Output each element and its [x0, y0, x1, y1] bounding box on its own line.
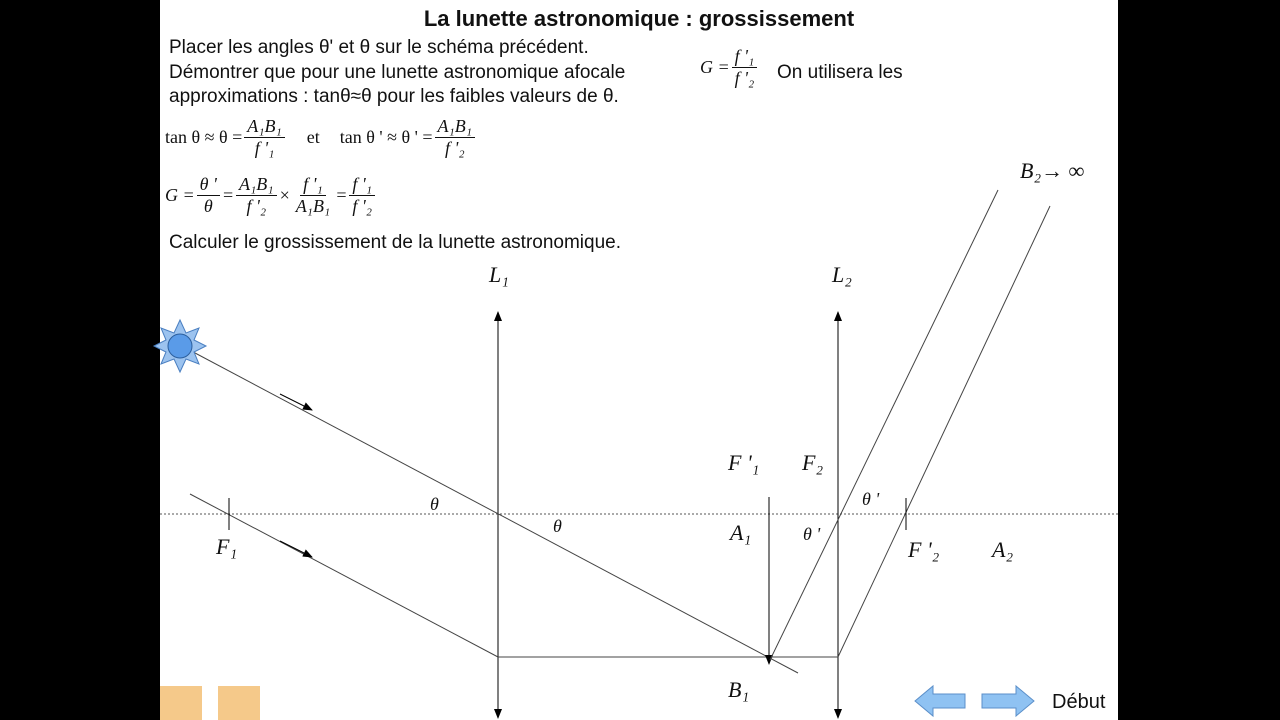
et: et [306, 127, 320, 147]
label-a1: A₁ [730, 520, 752, 545]
slide-title: La lunette astronomique : grossissement [423, 6, 855, 31]
g: G = [165, 185, 195, 205]
instruction-3: approximations : tanθ≈θ pour les faibles valeurs de θ. [169, 86, 619, 107]
eq: = [221, 185, 235, 205]
ray-arrow [280, 541, 312, 557]
den: θ [203, 196, 213, 216]
sun-icon [154, 320, 206, 372]
ray-emergent-1 [770, 190, 998, 660]
label-f1: F₁ [216, 534, 238, 559]
num: A₁B₁ [244, 116, 285, 138]
times: × [278, 185, 291, 205]
num: f '₁ [732, 46, 758, 68]
label-fp2: F '₂ [908, 537, 940, 562]
instruction-4: Calculer le grossissement de la lunette astronomique. [169, 232, 622, 253]
ray-1 [180, 345, 798, 673]
label-l1: L₁ [489, 262, 509, 287]
tan-theta-prime: tan θ ' ≈ θ ' = [339, 127, 433, 147]
label-f2: F₂ [802, 450, 824, 475]
angle-theta-prime-1: θ ' [862, 489, 880, 509]
g-label: G = [700, 57, 730, 77]
ray-2 [190, 494, 498, 657]
num: A₁B₁ [236, 174, 277, 196]
num: f '₁ [349, 174, 375, 196]
label-fp1: F '₁ [728, 450, 760, 475]
den: f '₁ [254, 138, 275, 158]
den: f '₂ [445, 138, 465, 158]
label-a2: A₂ [992, 537, 1014, 562]
label-l2: L₂ [832, 262, 852, 287]
den: f '₂ [734, 68, 755, 88]
next-arrow-button[interactable] [982, 686, 1034, 716]
den: A₁B₁ [295, 196, 331, 216]
instruction-1: Placer les angles θ' et θ sur le schéma précédent. [169, 37, 589, 58]
eq: = [335, 185, 348, 205]
prev-arrow-button[interactable] [915, 686, 965, 716]
label-b2: B₂→ ∞ [1020, 158, 1085, 183]
num: f '₁ [300, 174, 326, 196]
instruction-2b: On utilisera les [777, 62, 903, 83]
num: A₁B₁ [435, 116, 476, 138]
angle-theta-1: θ [430, 494, 439, 514]
angle-theta-2: θ [553, 516, 562, 536]
tan-theta: tan θ ≈ θ = [165, 127, 243, 147]
den: f '₂ [352, 196, 372, 216]
angle-theta-prime-2: θ ' [803, 524, 821, 544]
home-link[interactable]: Début [1052, 691, 1106, 713]
ray-emergent-2 [838, 206, 1050, 657]
ray-arrow [280, 394, 312, 410]
instruction-2: Démontrer que pour une lunette astronomique afocale [169, 62, 626, 83]
num: θ ' [197, 174, 220, 196]
den: f '₂ [246, 196, 267, 216]
label-b1: B₁ [728, 677, 750, 702]
